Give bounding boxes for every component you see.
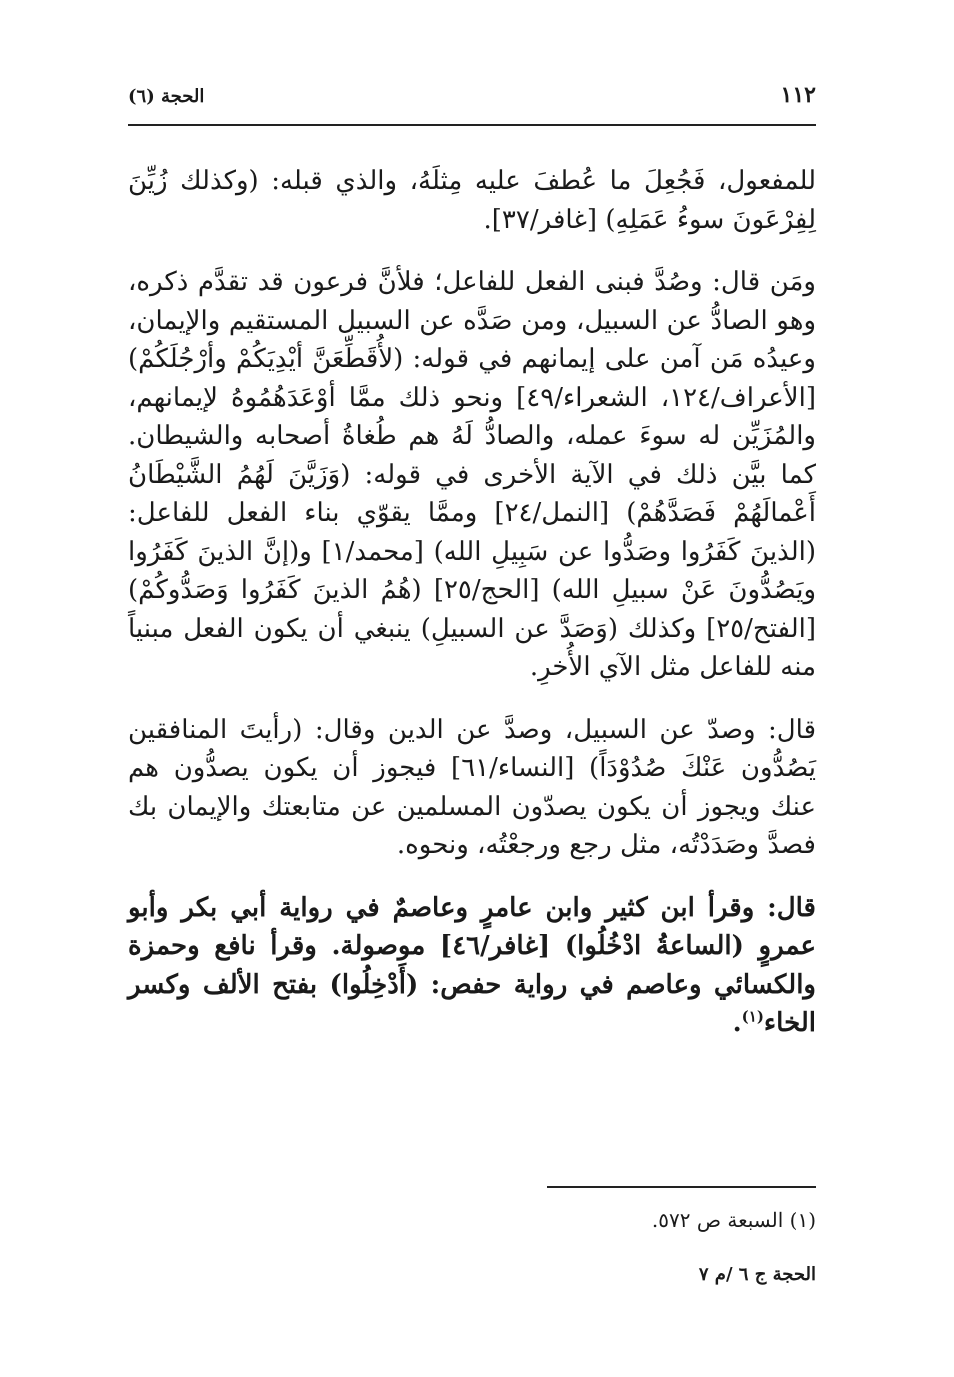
footnote-divider [547, 1186, 816, 1188]
paragraph-2: ومَن قال: وصُدَّ فبنى الفعل للفاعل؛ فلأنَّ فرعون قد تقدَّم ذكره، وهو الصادُّ عن السبيل، ومن صَدَّه عن السبيل المستقيم والإيمان، وعيدُه مَن آمن على إيمانهم في قوله: (لأُقَطِّعَنَّ أيْدِيَكُمْ وأرْجُلَكُمْ) [الأعراف/١٢٤، الشعراء/٤٩] ونحو ذلك ممَّا أوْعَدَهُمُوهُ لإيمانهم، والمُزَيِّن له سوءَ عمله، والصادُّ لَهُ هم طُغاةُ أصحابه والشيطان. كما بيَّن ذلك في الآية الأخرى في قوله: (وَزَيَّنَ لَهُمُ الشَّيْطَانُ أَعْمالَهُمْ فَصَدَّهُمْ) [النمل/٢٤] وممَّا يقوّي بناء الفعل للفاعل: (الذينَ كَفَرُوا وصَدُّوا عن سَبِيلِ الله) [محمد/١] و(إنَّ الذينَ كَفَرُوا ويَصُدُّونَ عَنْ سبيلِ الله) [الحج/٢٥] (هُمُ الذينَ كَفَرُوا وَصَدُّوكُمْ) [الفتح/٢٥] وكذلك (وَصَدَّ عن السبيلِ) ينبغي أن يكون الفعل مبنياً منه للفاعل مثل الآي الأُخرِ. [128, 267, 817, 682]
printer-signature: الحجة ج ٦ /م ٧ [698, 1264, 816, 1285]
running-head: الحجة (٦) [128, 86, 205, 107]
footnote-reference[interactable]: (١) [741, 1007, 764, 1026]
paragraph-1: للمفعول، فَجُعِلَ ما عُطفَ عليه مِثلَهُ، والذي قبله: (وكذلك زُيِّنَ لِفِرْعَونَ سوءُ عَمَلِهِ) [غافر/٣٧]. [128, 166, 816, 235]
page-number: ١١٢ [780, 82, 816, 108]
footnote: (١) السبعة ص ٥٧٢. [651, 1208, 816, 1232]
header-divider [128, 124, 816, 126]
main-text [128, 162, 816, 1067]
paragraph-3: قال: وصدّ عن السبيل، وصدَّ عن الدين وقال: (رأيتَ المنافقين يَصُدُّون عَنْكَ صُدُوْدَاً) [النساء/٦١] فيجوز أن يكون يصدُّون هم عنك ويجوز أن يكون يصدّون المسلمين عن متابعتك والإيمان بك فصدَّ وصَدَدْتُه، مثل رجع ورجعْتُه، ونحوه. [128, 714, 817, 860]
paragraph-4-text: قال: وقرأ ابن كثير وابن عامرٍ وعاصمٌ في رواية أبي بكر وأبو عمروٍ (الساعةُ ادْخُلُوا) [غافر/٤٦] موصولة. وقرأ نافع وحمزة والكسائي وعاصم في رواية حفص: (أَدْخِلُوا) بفتح الألف وكسر الخاء [128, 892, 816, 1038]
paragraph-4 [128, 889, 816, 1043]
page-header [128, 82, 816, 118]
paragraph-4-end: . [732, 1008, 742, 1038]
